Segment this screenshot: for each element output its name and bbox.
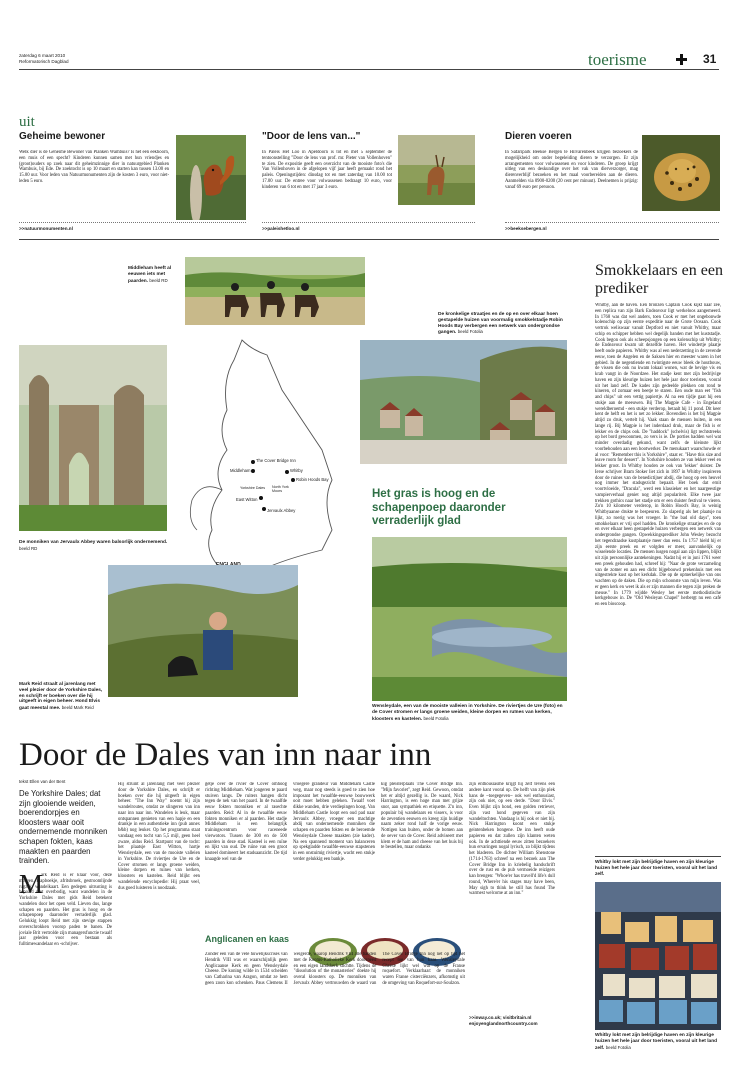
- dropcap: M: [19, 869, 44, 899]
- item-body-2: In Paleis Het Loo in Apeldoorn is tot en met 5 september de tentoonstelling "Door de lens van prof. mr. Pieter van Vollenhoven" te zien. De expositie geeft een overzicht van de mooiste foto's die Van Vollenhoven in de afgelopen vijf jaar heeft gemaakt rond het paleis. Openingstijden: dinsdag tot en met zaterdag van 10.00 tot 17.00 uur. De entree voor volwassenen bedraagt 10 euro, voor kinderen van 6 tot en met 17 jaar 3 euro.: [262, 150, 392, 190]
- link-beeksebergen[interactable]: >>beeksebergen.nl: [505, 226, 547, 231]
- item-body-1: Welk dier is de Geheime Bewoner van Planken Wambuis? Is het een eekhoorn, een muis of een specht? Kinderen kunnen samen met hun vriendjes en (groot)ouders op zoek naar dit geheimzinnige dier in natuurgebied Planken Wambuis, bij Ede. De zoektocht is op 10 maart en starten kan tussen 13.00 en 15.00 uur. Voor leden van Natuurmonumenten zijn de kosten 3 euro, voor niet-leden 5 euro.: [19, 150, 169, 184]
- middleham-caption: Middleham heeft al eeuwen iets met paarden. beeld RD: [128, 266, 172, 284]
- divider: [19, 222, 246, 223]
- story-col-1: ark Reid is er klaar voor, deze morgen. Flapboekje, afritsbroek, gestroomlijnde rugzak, wandelkaart. Een gedegen uitrusting is bepaald niet overbodig, want wandelen in de Yorkshire Dales met gids Reid betekent wandelen door het open veld. Lieven dus, lange schapen en paarden. Het gras is hoog en de schapenpoep daaronder verraderlijk glad. Gelukkig loopt Reid met zijn stevige stappen onverschrokken voorop paden te banen. De joviale Brit vertrolde zijn managersfunctie twaalf jaar geleden voor een bestaan als fulltimewandelaar en -schrijver.: [19, 873, 112, 947]
- newspaper-name: Reformatorisch Dagblad: [19, 58, 69, 64]
- kaas-box: [205, 930, 465, 1030]
- map-label-north-york-moors: North York Moors: [272, 485, 289, 493]
- map-pin-icon: [259, 496, 263, 500]
- whitby-caption: Whitby lokt met zijn belrijdige haven en zijn kleurige huizen het hele jaar door toeristen, vooral uit het land zelf. beeld Fotolia: [595, 1033, 718, 1051]
- map-label-yorkshire-dales: Yorkshire Dales: [240, 486, 266, 490]
- kaas-body: Zonder een van de vele huwelijkscrises van Hendrik VIII was er waarschijnlijk geen Anglicaanse Kerk en geen Wensleydale Cheese. De koning wilde in 1534 scheiden van Catharina van Aragon, omdat ze hem geen zoon kon schenken. Paus Clemens II weigerde, waarop Hendrik VIII alle banden met de Rooms-Katholieke Kerk doorsneed en een eigen landskerk stichtte. Tijdens de "dissolution of the monasteries" doekte hij overal kloosters op. De monniken van Jervaulx Abbey vertrouwden de waard van The Cover Bridge Inn nog net op tijd het recept toe van hun kaas. Wensleydale Cheese lijkt wel wat op de Franse roquefort. Verklaarbaar: de monniken waren Franse cisterciënzers, afkomstig uit de omgeving van Roquefort-sur-Soulzon.: [205, 952, 465, 986]
- story-link-1[interactable]: >>inway.co.uk; visitbritain.nl: [469, 1015, 532, 1020]
- map-label-robin-hoods-bay: Robin Hoods Bay: [296, 477, 329, 482]
- item-title-2: "Door de lens van...": [262, 131, 361, 142]
- map-pin-icon: [291, 478, 295, 482]
- story-col-4: vroegere grandeur van Middleham Castle weg, maar nog steeds is goed te zien hoe imposant het twaalfde-eeuwse bouwwerk ooit moet hebben geleken. Twaalf voet dikke wanden, drie verdiepingen hoog. Van Middleham Castle loopt een oud pad naar Jervaulx Abbey, vroeger een machtige abdij van ondernemende monniken die schapen en paarden fokten en de beroemde Wensleydale Cheese maakten (zie kader). Na een spannend moment van balanceren op spekgladde twaalfde-eeuwse stapstenen in een onstuimig riviertje, wacht een stukje verder gelukkig een bankje.: [293, 782, 375, 862]
- masthead-date: [19, 53, 69, 64]
- deer-photo: [398, 135, 475, 205]
- map-label-whitby: Whitby: [290, 468, 303, 473]
- kaas-title: Anglicanen en kaas: [205, 934, 290, 944]
- uit-label: uit: [19, 114, 35, 130]
- story-link-2[interactable]: enjoyenglandnorthcountry.com: [469, 1021, 538, 1026]
- story-col-3: getje over de rivier de Cover omhoog richting Middleham. Wat jongeren te paard stuiven langs. De ruiters hangen dicht tegen de nek van het paard. In de twaalfde eeuw fokten monniken er al rasechte paarden. Reid: Al in de twaalfde eeuw fokten monniken er al paarden. Het stadje Middleham is een belangrijk trainingscentrum voor raceneede vierwotors. Tussen de 300 en de 500 paarden in deze stad. Kasteel is een ruïne en lijkt van oud. De ruïne van een groot kasteel domineert het stadsaanzicht. De tijd knaagde wel van de: [205, 782, 287, 862]
- map-label-east-witton: East Witton: [236, 497, 258, 502]
- plus-icon: [676, 54, 687, 65]
- jervaulx-abbey-photo: [19, 345, 167, 531]
- map-pin-icon: [262, 507, 266, 511]
- wensleydale-caption: Wensleydale, een van de mooiste valleien in Yorkshire. De riviertjes de Ure (foto) en de Cover stromen er langs groene weiden, kleine dorpen en ruïnes van kerken, kloosters en kastelen. beeld Fotolia: [372, 704, 563, 722]
- divider: [505, 222, 719, 223]
- link-paleishetloo[interactable]: >>paleishetloo.nl: [262, 226, 300, 231]
- map-label-jervaulx: Jervaulx Abbey: [267, 508, 296, 513]
- byline: tekst Ellen van der Bent: [19, 779, 66, 784]
- map-pin-icon: [251, 469, 255, 473]
- mark-reid-photo: [108, 565, 298, 697]
- divider: [262, 222, 475, 223]
- section-title: toerisme: [588, 50, 647, 69]
- issue-date: zaterdag 6 maart 2010: [19, 53, 66, 58]
- pull-quote: Het gras is hoog en de schapenpoep daaronder verraderlijk glad: [372, 488, 506, 527]
- whitby-photo: [595, 882, 721, 1030]
- whitby-rule: [595, 856, 721, 857]
- intro: De Yorkshire Dales; dat zijn glooiende weiden, boerendorpjes en kloosters waar ooit ondernemende monniken schapen fokten, kaas maakten en paarden trainden.: [19, 789, 108, 866]
- map-label-cover-bridge: The Cover Bridge Inn: [256, 458, 296, 463]
- item-title-1: Geheime bewoner: [19, 131, 106, 142]
- story-col-5: kig pleisterplaats The Cover Bridge Inn. "Mijn favoriet", zegt Reid. Gewoon, omdat het er altijd gezellig is. De waard, Nick Harrington, is een hoge man met grijze snor, aan sympathiek en etiquette. Z'n inn, populair bij wandelaars en vissers, is voor de zeventien eeuwen en kreeg zijn huidige naam zeker rond half de vorige eeuw. Nottigen kan buiten, onder de bomen aan de oever van de Cover. Reid adviseert met klem er de ham and cheese van het huis bij te bestellen, maar ondanks: [381, 782, 463, 851]
- section-rule: [19, 239, 719, 240]
- middleham-horses-photo: [185, 257, 365, 325]
- link-natuurmonumenten[interactable]: >>natuurmonumenten.nl: [19, 226, 73, 231]
- main-headline: Door de Dales van inn naar inn: [19, 737, 432, 773]
- header-rule: [19, 69, 719, 70]
- robin-hoods-bay-caption: De kronkelige straatjes en de op en over elkaar hoen gestapelde huizen van voormalig smokkelstadje Robin Hoods Bay verbergen een netwerk van ondergrondse gangen. beeld Fotolia: [438, 312, 563, 336]
- wensleydale-photo: [372, 537, 567, 701]
- story-col-6: zijn enthousiasme krijgt hij zelf tevens een andere kant vooral op. De helft van zijn plek hans de ~toegegeven~ ook wel enthousiast, zijn ook niet, op een derde. "Door Elvis." Even blijkt zijn hond, een golden retriever, zijn vast hond gegeven van zijn wandeltochten. Vandaag is hij ook er niet bij. Nick Harrington koont een stukje geintenbeken bongene. De inn heeft oude papieren en dat zullen zijn klanten weten ook. In de achttiende eeuw zitten bezoekers hun ervaringen nogal lyrisch, zo blijkt tijdens het bladeren. De dichter William Shenstone (1714-1763) schreef na een bezoek aan The Cover Bridge Inn in kriebelig handschrift over de rust en de pub vermoeide reizigers kan brengen: "Whoe'er has travell'd life's dull round, Where'er his stages may have been, May sigh to think he still has found The warmest welcome at an inn.": [469, 782, 555, 897]
- robin-hoods-bay-photo: [360, 340, 567, 464]
- jervaulx-caption: De monniken van Jervaulx Abbey waren balsorlijk ondernemend. beeld RD: [19, 540, 168, 551]
- sidebar-body: Whitby, aan de haven. Een bronzen Captain Cook kijkt naar zee, een replica van zijn Bark Endeavour ligt werkeloos aangemeerd. In 1768 was dat wel anders, toen Cook er met het ongebonwde kolenschip op zijn eerste expeditie naar de Grote Oceaan. Cook vertrok weliswaar vanuit Deptford en niet vanuit Whitby, maar schip en schipper hebben wel degelijk banden met het kuststadje. Cook begon ook als scheepsjongen op een kolenschip uit Whitby; de Endeavour kwam uit dezelfde haven. Het windertje plaatje heeft oude papieren. Whitby was al een nederzetting in de zevende eeuw, toen de Angelen en de Saksen hier en meester waren in het gebied. In de negentiende en twintigste eeuw bleek de houtbouw, de vissen die ook nu kwam lokaal wonen, wat de hevige vis en krab vangt in de Noordzee. Het stadje kent met zijn bedrijvige haven en zijn kleurige huizen het hele jaar door toeristen, vooral uit het land zelf. De kades zijn gedeelde plekken om rond te kineren, of zomaar een beetje te staren. Een oude man eet "fish and chips" uit een vettig papiertje. Al na een tijdje gaat hij een stukje aan de meeuwen. Bij The Magpie Cafe - in Engeland wereldberoemd - een stukje verderop, betaalt hij 11 pond. Dit keer kent de helft en het is net zo lekker. Bovendien is het bij Magpie altijd zo druk, vertelt hij. Vaak staan de mensen buiten, in een lange rij. Bij Magpie is het inderdaad druk, maar de fish is er lekker en de chips ook. De "haddock" (schelvis) ligt rechtstreeks op het bord gewoonmen, zo vers is ie. De porties hadden wel wat minder overdadig gekund, want zelfs de kleinste lijkt voorbehouden aan een bootwerker. De menukaart waarschuwde er al voor: "Remember this is Yorkshire", staat er. "Have this size and leave room for dessert". In Yorkshire houden ze van lekker veel en lekker groot. In Whitby houden ze ook van 'lekker' duister. De Ierse schrijver Bram Stoker liet zich in 1897 in Whitby inspireren door de ruines van de benedictijner abdij, die hoog op een heuvel nog immer het stadsgezicht bepaalt. Het boek dat ernit voortvloeide, "Dracula", werd een klassieker en het naargeestige vampierverhaal geniet nog altijd populariteit. Elke twee jaar trekken gothics naar het stadje om er een duister festival te vieren. Zo'n 10 kilometer verderop, in Robin Hood's Bay, is weinig Whitbyaanse drukte te bespeuren. Zo slaperig als het plaatsje nu lijkt, zo roerig was het vroeger. In "the bad old days", toen smokkelaars er vrij spel hadden. De kronkelige straatjes en de op en over elkaar heen gestapelde huizen verbergen een netwerk van ondergrondse gangen. Opwekkingsprediker John Wesley bezocht het tegendraadse kustplaatsje meer dan eens. In 1757 hield hij er zijn eerste preek en er volgden er meer, aanvankelijk op wisselende locaties. De mensen lusgen nogal aan zijn lippen, blijkt uit zijn persoonlijke aantekeningen. Nadat hij er in juni 1761 weer een preek gehouden had, schreef hij: "Naar de grote verzameling van de zomer en aan een dicht bijgebouwd prekenhuis met een uitgestrekte kust op het kerkdak. Die op de opmerkelijke van ons wachten op de daken. Die op mijn schoonste van mijn leven. Was er geen kerk en weet ik als er zijn mannen die tegen zijn preken de meuse." In 1779 wijdde Wesley het eerste methodistische kerkgebouw in. De "Old Wesleyan Chapel" herbergt nu een café en een bioscoop.: [595, 303, 721, 607]
- map-pin-icon: [251, 460, 255, 464]
- item-title-3: Dieren voeren: [505, 131, 572, 142]
- squirrel-photo: [176, 135, 246, 220]
- map-pin-icon: [285, 470, 289, 474]
- mark-reid-caption: Mark Reid straalt al jarenlang met veel plezier door de Yorkshire Dales, en schrijft er boeken over die hij uitgeeft in eigen beheer. Hond Elvis gaat meestal mee. beeld Mark Reid: [19, 682, 103, 712]
- item-body-3: In Safaripark Beekse Bergen te Hilvarenbeek krijgen bezoekers de mogelijkheid om onder begeleiding dieren te verzorgen. Er zijn arrangementen voor volwassenen en voor kinderen. De groep krijgt uitleg van een deskundige over het vak van dierverzorger, mag dierenverblijf bezoeken en het maal voorbereiden aan de dieren. Aanmelden via 0900-0200 (20 cent per minuut). Deelnemen is prijzig: vanaf 69 euro per persoon.: [505, 150, 638, 190]
- map-label-middleham: Middleham: [230, 468, 251, 473]
- sidebar-title: Smokkelaars en een prediker: [595, 262, 723, 297]
- page-number: 31: [703, 52, 717, 66]
- whitby-caption-top: Whitby lokt met zijn belrijdige haven en zijn kleurige huizen het hele jaar door toeristen, vooral uit het land zelf.: [595, 860, 718, 877]
- leopard-photo: [642, 135, 720, 211]
- story-col-2: Hij struint al jarenlang met veel plezier door de Yorkshire Dales, en schrijft er boeken over die hij uitgeeft in eigen beheer. "The Inn Way" noemt hij zijn wandelroutes, omdat ze slingeren van inn naar inn naar inn. Wandelen is leuk, maar ontspannen genieten van een hapje en een drankje in een authentieke inn (pub annex b&b) nog leuker. Op het programma staat vandaag een tocht van 5,5 mijl, geen heel zware, aldus Reid. Startpunt van de tocht: het plaatsje East Witton, hartje Wensleydale, een van de mooiste valleien in Yorkshire. De riviertjes de Ure en de Cover stromen er langs groene weiden, kleine dorpen en ruïnes van kerken, kloosters en kastelen. Reid blijkt een wandelende encyclopedie: Hij praat veel, dus goed luisteren is noodzaak.: [118, 782, 200, 891]
